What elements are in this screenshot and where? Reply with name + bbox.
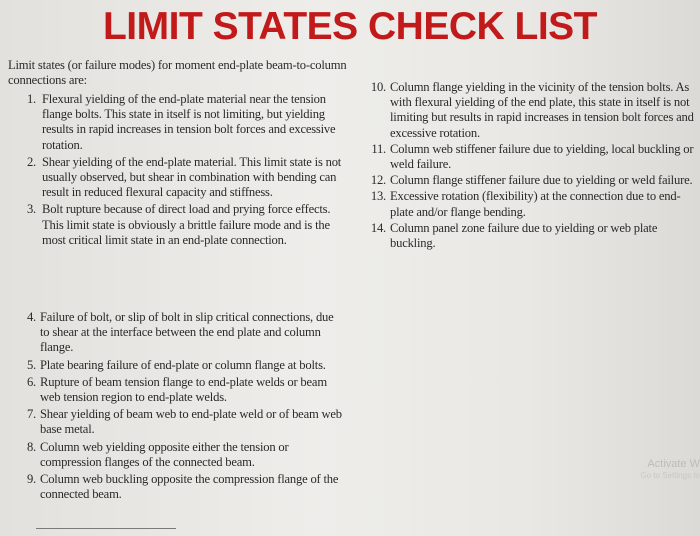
list-item xyxy=(22,472,342,502)
item-number: 4. xyxy=(26,310,36,324)
list-item xyxy=(366,189,700,219)
item-text: Column flange stiffener failure due to yielding or weld failure. xyxy=(390,173,693,188)
list-item xyxy=(366,142,700,172)
limit-state-list-left-top xyxy=(20,92,352,250)
item-number: 1. xyxy=(26,92,36,106)
item-text: Column web stiffener failure due to yielding, local buckling or weld failure. xyxy=(390,141,694,172)
item-number: 2. xyxy=(26,154,36,169)
item-text: Column web buckling opposite the compression flange of the connected beam. xyxy=(40,472,339,502)
item-text: Shear yielding of the end-plate material. This limit state is not usually observed, but shear in combination with bending can result in reduced flexural capacity and stiffness. xyxy=(42,154,342,200)
item-number: 10. xyxy=(370,80,386,94)
intro-text: Limit states (or failure modes) for moment end-plate beam-to-column connections are: xyxy=(8,58,347,88)
item-text: Plate bearing failure of end-plate or column flange at bolts. xyxy=(40,357,326,372)
item-text: Shear yielding of beam web to end-plate weld or of beam web base metal. xyxy=(40,407,342,437)
item-text: Excessive rotation (flexibility) at the connection due to end-plate and/or flange bending. xyxy=(390,189,681,219)
item-text: Column panel zone failure due to yielding or web plate buckling. xyxy=(390,220,658,251)
item-number: 12. xyxy=(370,173,386,188)
item-text: Flexural yielding of the end-plate material near the tension flange bolts. This state in itself is not limiting, but yielding results in rapid increases in tension bolt forces and excessive rotation. xyxy=(42,92,336,152)
list-item xyxy=(20,92,352,153)
item-text: Bolt rupture because of direct load and prying force effects. This limit state is obviously a brittle failure mode and is the most critical limit state in an end-plate connection. xyxy=(42,202,331,247)
item-number: 7. xyxy=(26,407,36,422)
item-number: 13. xyxy=(370,189,386,204)
limit-state-list-right xyxy=(366,80,700,252)
list-item xyxy=(366,221,700,251)
list-item xyxy=(22,407,342,437)
list-item xyxy=(20,202,352,248)
item-number: 11. xyxy=(371,141,386,156)
item-number: 8. xyxy=(26,439,36,454)
item-text: Column web yielding opposite either the tension or compression flanges of the connected beam. xyxy=(40,439,289,469)
list-item xyxy=(366,80,700,141)
watermark-line1: Activate W xyxy=(647,458,700,470)
item-number: 5. xyxy=(26,357,36,372)
watermark-line2: Go to Settings to xyxy=(640,471,700,480)
item-text: Failure of bolt, or slip of bolt in slip critical connections, due to shear at the interface between the end plate and column flange. xyxy=(40,310,334,355)
list-item xyxy=(22,310,342,356)
item-number: 14. xyxy=(370,220,386,235)
item-text: Rupture of beam tension flange to end-plate welds or beam web tension region to end-plate welds. xyxy=(40,374,327,405)
activation-watermark xyxy=(630,458,700,482)
item-number: 9. xyxy=(26,472,36,487)
page-title: LIMIT STATES CHECK LIST xyxy=(102,5,598,48)
list-item xyxy=(20,155,352,201)
list-item xyxy=(22,375,342,405)
list-item xyxy=(22,440,342,470)
list-item xyxy=(22,358,342,373)
item-number: 6. xyxy=(26,374,36,389)
item-number: 3. xyxy=(26,202,36,217)
underline-rule xyxy=(36,528,176,529)
list-item xyxy=(366,173,700,188)
item-text: Column flange yielding in the vicinity of the tension bolts. As with flexural yielding of the end plate, this state in itself is not limiting but results in rapid increases in tension bolt forces and excessive rotation. xyxy=(390,80,694,140)
limit-state-list-left-bottom xyxy=(22,310,342,504)
